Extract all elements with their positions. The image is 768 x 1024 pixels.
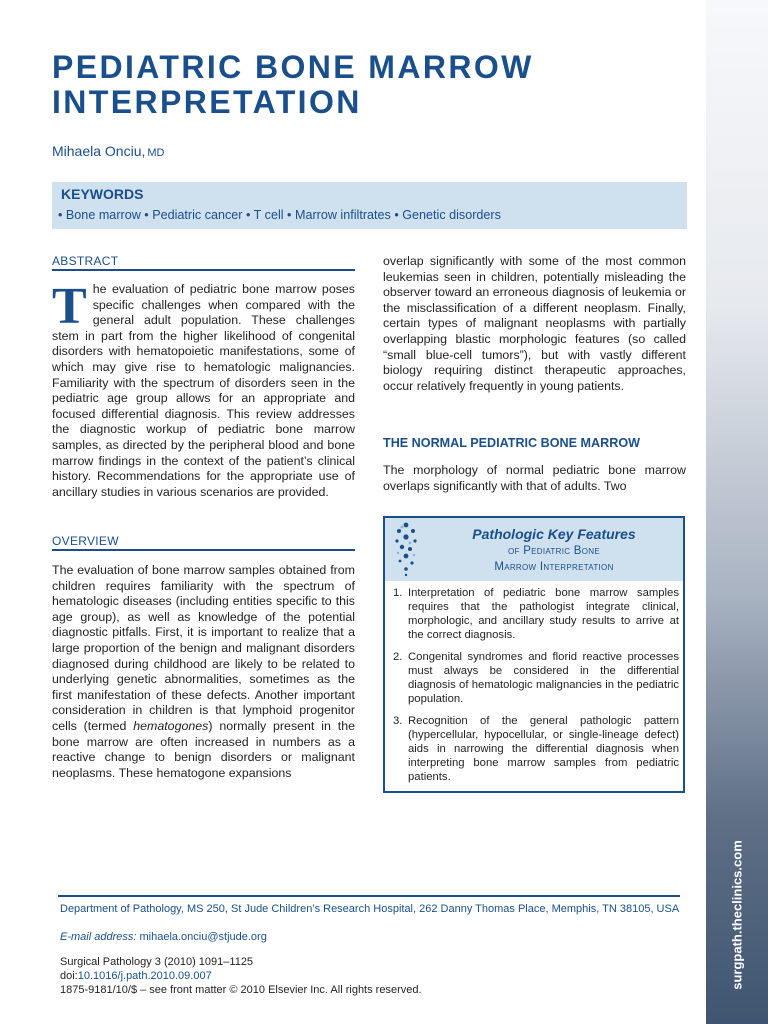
- keywords-heading: KEYWORDS: [61, 186, 144, 202]
- list-item-text: Interpretation of pediatric bone marrow samples requires that the pathologist integrate clinical, morphologic, and ancillary study results to arrive at the correct diagnosis.: [408, 587, 679, 641]
- key-features-header: [385, 518, 683, 581]
- footer-divider: [58, 895, 680, 897]
- list-item: [391, 586, 679, 642]
- doi-line: [60, 969, 685, 983]
- affiliation-text: Department of Pathology, MS 250, St Jude Children’s Research Hospital, 262 Danny Thomas Place, Memphis, TN 38105, USA: [60, 903, 680, 915]
- doi-label: doi:: [60, 970, 78, 982]
- email-link[interactable]: mihaela.onciu@stjude.org: [139, 931, 267, 943]
- overview-body: [52, 563, 355, 781]
- section-heading-normal-marrow: THE NORMAL PEDIATRIC BONE MARROW: [383, 436, 640, 450]
- key-features-subtitle-1: of Pediatric Bone: [507, 545, 601, 557]
- journal-site-label[interactable]: surgpath.theclinics.com: [729, 840, 745, 990]
- author-name: Mihaela Onciu,: [52, 143, 146, 159]
- keywords-list: • Bone marrow • Pediatric cancer • T cell • Marrow infiltrates • Genetic disorders: [58, 208, 501, 222]
- author-degree: MD: [147, 147, 165, 159]
- keywords-box: [52, 182, 687, 229]
- copyright-line: 1875-9181/10/$ – see front matter © 2010 Elsevier Inc. All rights reserved.: [60, 984, 422, 996]
- key-features-box: [383, 516, 685, 793]
- citation-line: Surgical Pathology 3 (2010) 1091–1125: [60, 956, 254, 968]
- list-item-number: 1.: [393, 587, 403, 599]
- title-line-1: PEDIATRIC BONE MARROW: [52, 49, 534, 85]
- abstract-dropcap: T: [52, 278, 87, 335]
- abstract-heading: ABSTRACT: [52, 254, 355, 271]
- list-item-number: 3.: [393, 715, 403, 727]
- list-item-text: Recognition of the general pathologic pattern (hypercellular, hypocellular, or single-lineage defect) aids in narrowing the differential diagnosis when interpreting bone marrow samples from pediatric patients.: [408, 715, 679, 783]
- key-features-decor-icon: [388, 519, 424, 579]
- author-line: [52, 143, 165, 159]
- right-column-continuation: overlap significantly with some of the most common leukemias seen in children, potentially misleading the observer toward an erroneous diagnosis of leukemia or the misclassification of a different neoplasm. Finally, certain types of malignant neoplasms with partially overlapping blastic morphologic features (so called “small blue-cell tumors”), but with vastly different biology requiring distinct therapeutic approaches, occur relatively frequently in young patients.: [383, 254, 686, 393]
- doi-link[interactable]: 10.1016/j.path.2010.09.007: [77, 970, 212, 982]
- list-item-number: 2.: [393, 651, 403, 663]
- list-item: [391, 650, 679, 706]
- overview-text-a: The evaluation of bone marrow samples obtained from children requires familiarity with the spectrum of hematologic diseases (including entities specific to this age group), as well as knowledge of the potential diagnostic pitfalls. First, it is important to realize that a large proportion of the benign and malignant disorders diagnosed during childhood are likely to be related to underlying genetic abnormalities, sometimes as the first manifestation of these defects. Another important consideration in children is that lymphoid progenitor cells (termed: [52, 563, 355, 733]
- overview-term-hematogones: hematogones: [133, 718, 209, 733]
- article-title: [52, 50, 692, 120]
- list-item: [391, 714, 679, 784]
- key-features-title: Pathologic Key Features: [472, 526, 636, 542]
- section-normal-marrow-text: The morphology of normal pediatric bone marrow overlaps significantly with that of adults. Two: [383, 463, 686, 493]
- list-item-text: Congenital syndromes and florid reactive processes must always be considered in the differential diagnosis of hematologic malignancies in the pediatric population.: [408, 651, 679, 705]
- email-label: E-mail address:: [60, 931, 137, 943]
- overview-text-b: ) normally present in the bone marrow are often increased in numbers as a reactive change to benign disorders or malignant neoplasms. These hematogone expansions: [52, 718, 355, 780]
- key-features-subtitle-2: Marrow Interpretation: [494, 561, 614, 573]
- abstract-text: he evaluation of pediatric bone marrow poses specific challenges when compared with the general adult population. These challenges stem in part from the higher likelihood of congenital disorders with hematopoietic manifestations, some of which may give rise to hematologic malignancies. Familiarity with the spectrum of disorders seen in the pediatric age group allows for an appropriate and focused differential diagnosis. This review addresses the diagnostic workup of pediatric bone marrow samples, as directed by the peripheral blood and bone marrow findings in the context of the patient’s clinical history. Recommendations for the appropriate use of ancillary studies in various scenarios are provided.: [52, 282, 355, 499]
- abstract-body: [52, 278, 355, 500]
- title-line-2: INTERPRETATION: [52, 84, 362, 120]
- overview-heading: OVERVIEW: [52, 534, 355, 551]
- key-features-list: [391, 586, 679, 792]
- email-line: [60, 930, 685, 944]
